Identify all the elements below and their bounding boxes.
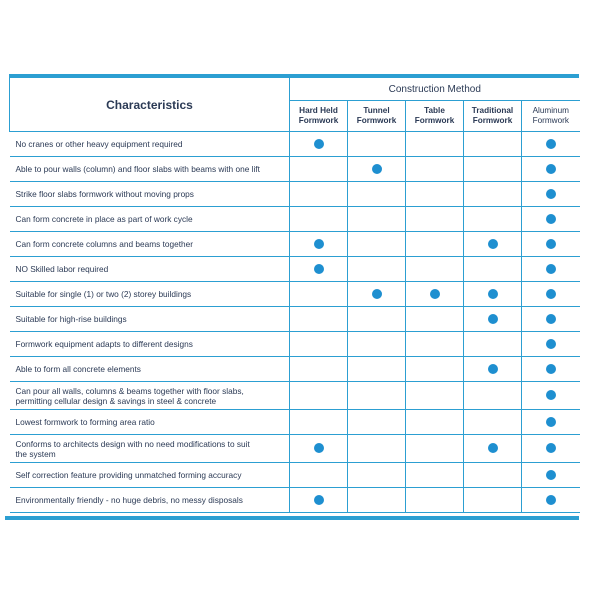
- characteristic-label-line: permitting cellular design & savings in steel & concrete: [15, 395, 217, 406]
- method-header-line: Hard Held: [299, 106, 338, 115]
- table-row: [10, 257, 580, 282]
- check-dot-icon: [546, 417, 556, 427]
- mark-cell: [406, 435, 464, 463]
- characteristic-label: [10, 207, 290, 232]
- mark-cell: [406, 207, 464, 232]
- method-header-0: [290, 101, 348, 132]
- bottom-rule: [5, 516, 579, 520]
- mark-cell: [522, 132, 580, 157]
- mark-cell: [464, 332, 522, 357]
- mark-cell: [406, 357, 464, 382]
- mark-cell: [406, 382, 464, 410]
- mark-cell: [290, 132, 348, 157]
- mark-cell: [348, 232, 406, 257]
- mark-cell: [464, 282, 522, 307]
- mark-cell: [522, 435, 580, 463]
- mark-cell: [406, 410, 464, 435]
- mark-cell: [348, 357, 406, 382]
- check-dot-icon: [546, 339, 556, 349]
- construction-method-header: Construction Method: [290, 78, 580, 101]
- characteristic-label: [10, 307, 290, 332]
- mark-cell: [348, 332, 406, 357]
- mark-cell: [406, 232, 464, 257]
- method-header-line: Formwork: [356, 116, 397, 125]
- check-dot-icon: [546, 164, 556, 174]
- characteristic-label: [10, 257, 290, 282]
- table-row: [10, 435, 580, 463]
- check-dot-icon: [546, 470, 556, 480]
- mark-cell: [522, 207, 580, 232]
- mark-cell: [406, 463, 464, 488]
- mark-cell: [348, 132, 406, 157]
- mark-cell: [290, 232, 348, 257]
- check-dot-icon: [546, 214, 556, 224]
- check-dot-icon: [314, 264, 324, 274]
- characteristic-label-line: Can form concrete columns and beams together: [15, 239, 194, 249]
- characteristic-label-line: Formwork equipment adapts to different designs: [15, 339, 193, 349]
- mark-cell: [290, 488, 348, 513]
- table-row: [10, 232, 580, 257]
- table-row: [10, 307, 580, 332]
- mark-cell: [290, 410, 348, 435]
- mark-cell: [464, 157, 522, 182]
- mark-cell: [464, 132, 522, 157]
- mark-cell: [348, 435, 406, 463]
- mark-cell: [522, 307, 580, 332]
- characteristic-label-line: Suitable for single (1) or two (2) storey buildings: [15, 289, 192, 299]
- mark-cell: [464, 463, 522, 488]
- mark-cell: [348, 382, 406, 410]
- mark-cell: [348, 410, 406, 435]
- formwork-comparison-table: [9, 78, 580, 513]
- characteristic-label-line: NO Skilled labor required: [15, 264, 109, 274]
- mark-cell: [348, 207, 406, 232]
- check-dot-icon: [488, 289, 498, 299]
- mark-cell: [464, 410, 522, 435]
- table-row: [10, 382, 580, 410]
- mark-cell: [464, 488, 522, 513]
- characteristic-label-line: Can pour all walls, columns & beams together with floor slabs,: [15, 385, 244, 396]
- mark-cell: [522, 488, 580, 513]
- characteristic-label-line: No cranes or other heavy equipment required: [15, 139, 183, 149]
- table-row: [10, 282, 580, 307]
- check-dot-icon: [372, 289, 382, 299]
- check-dot-icon: [546, 364, 556, 374]
- method-header-line: Traditional: [471, 106, 514, 115]
- mark-cell: [522, 157, 580, 182]
- method-header-1: [348, 101, 406, 132]
- table-row: [10, 132, 580, 157]
- check-dot-icon: [314, 443, 324, 453]
- mark-cell: [348, 282, 406, 307]
- mark-cell: [406, 132, 464, 157]
- mark-cell: [406, 488, 464, 513]
- characteristic-label-line: Conforms to architects design with no need modifications to suit: [15, 438, 250, 449]
- check-dot-icon: [430, 289, 440, 299]
- table-row: [10, 207, 580, 232]
- check-dot-icon: [546, 390, 556, 400]
- table-row: [10, 182, 580, 207]
- check-dot-icon: [488, 443, 498, 453]
- mark-cell: [464, 207, 522, 232]
- characteristic-label: [10, 157, 290, 182]
- mark-cell: [464, 382, 522, 410]
- mark-cell: [290, 157, 348, 182]
- method-header-2: [406, 101, 464, 132]
- table-row: [10, 410, 580, 435]
- mark-cell: [290, 435, 348, 463]
- method-header-line: Formwork: [414, 116, 455, 125]
- mark-cell: [522, 357, 580, 382]
- mark-cell: [522, 257, 580, 282]
- method-header-3: [464, 101, 522, 132]
- mark-cell: [348, 463, 406, 488]
- mark-cell: [522, 410, 580, 435]
- characteristic-label-line: Able to pour walls (column) and floor slabs with beams with one lift: [15, 164, 260, 174]
- check-dot-icon: [546, 495, 556, 505]
- method-header-line: Formwork: [298, 116, 339, 125]
- mark-cell: [406, 332, 464, 357]
- mark-cell: [522, 282, 580, 307]
- characteristic-label-line: Suitable for high-rise buildings: [15, 314, 127, 324]
- mark-cell: [406, 307, 464, 332]
- method-header-line: Formwork: [472, 116, 513, 125]
- mark-cell: [348, 307, 406, 332]
- check-dot-icon: [372, 164, 382, 174]
- table-row: [10, 332, 580, 357]
- mark-cell: [464, 232, 522, 257]
- mark-cell: [522, 463, 580, 488]
- characteristic-label: [10, 488, 290, 513]
- characteristic-label: [10, 410, 290, 435]
- check-dot-icon: [546, 139, 556, 149]
- mark-cell: [290, 282, 348, 307]
- check-dot-icon: [314, 239, 324, 249]
- mark-cell: [464, 257, 522, 282]
- characteristic-label-line: the system: [15, 448, 56, 459]
- check-dot-icon: [488, 239, 498, 249]
- mark-cell: [464, 182, 522, 207]
- characteristic-label: [10, 382, 290, 410]
- method-header-line: Aluminum: [532, 106, 569, 115]
- method-header-4: [522, 101, 580, 132]
- mark-cell: [406, 182, 464, 207]
- table-row: [10, 488, 580, 513]
- characteristic-label: [10, 132, 290, 157]
- mark-cell: [348, 488, 406, 513]
- method-header-line: Formwork: [532, 116, 569, 125]
- characteristic-label: [10, 282, 290, 307]
- method-header-line: Tunnel: [363, 106, 390, 115]
- mark-cell: [290, 257, 348, 282]
- characteristic-label: [10, 435, 290, 463]
- table-row: [10, 463, 580, 488]
- table-row: [10, 157, 580, 182]
- mark-cell: [290, 463, 348, 488]
- mark-cell: [522, 232, 580, 257]
- mark-cell: [290, 382, 348, 410]
- characteristic-label: [10, 357, 290, 382]
- characteristic-label: [10, 182, 290, 207]
- comparison-table-frame: [9, 74, 579, 513]
- characteristic-label-line: Environmentally friendly - no huge debris, no messy disposals: [15, 495, 243, 505]
- characteristic-label: [10, 332, 290, 357]
- mark-cell: [406, 257, 464, 282]
- characteristic-label-line: Self correction feature providing unmatched forming accuracy: [15, 470, 242, 480]
- mark-cell: [348, 182, 406, 207]
- check-dot-icon: [546, 289, 556, 299]
- mark-cell: [464, 357, 522, 382]
- characteristic-label-line: Able to form all concrete elements: [15, 364, 141, 374]
- mark-cell: [290, 307, 348, 332]
- check-dot-icon: [546, 189, 556, 199]
- check-dot-icon: [546, 314, 556, 324]
- method-header-line: Table: [424, 106, 445, 115]
- characteristic-label: [10, 232, 290, 257]
- check-dot-icon: [314, 139, 324, 149]
- mark-cell: [406, 157, 464, 182]
- mark-cell: [464, 307, 522, 332]
- characteristics-header: Characteristics: [10, 78, 290, 132]
- check-dot-icon: [546, 443, 556, 453]
- mark-cell: [290, 182, 348, 207]
- check-dot-icon: [546, 239, 556, 249]
- characteristic-label: [10, 463, 290, 488]
- characteristic-label-line: Can form concrete in place as part of work cycle: [15, 214, 193, 224]
- check-dot-icon: [488, 314, 498, 324]
- mark-cell: [290, 357, 348, 382]
- check-dot-icon: [546, 264, 556, 274]
- mark-cell: [406, 282, 464, 307]
- mark-cell: [522, 332, 580, 357]
- mark-cell: [348, 157, 406, 182]
- mark-cell: [290, 332, 348, 357]
- characteristic-label-line: Lowest formwork to forming area ratio: [15, 417, 155, 427]
- mark-cell: [522, 182, 580, 207]
- mark-cell: [290, 207, 348, 232]
- table-row: [10, 357, 580, 382]
- mark-cell: [464, 435, 522, 463]
- characteristic-label-line: Strike floor slabs formwork without moving props: [15, 189, 194, 199]
- check-dot-icon: [488, 364, 498, 374]
- mark-cell: [522, 382, 580, 410]
- mark-cell: [348, 257, 406, 282]
- check-dot-icon: [314, 495, 324, 505]
